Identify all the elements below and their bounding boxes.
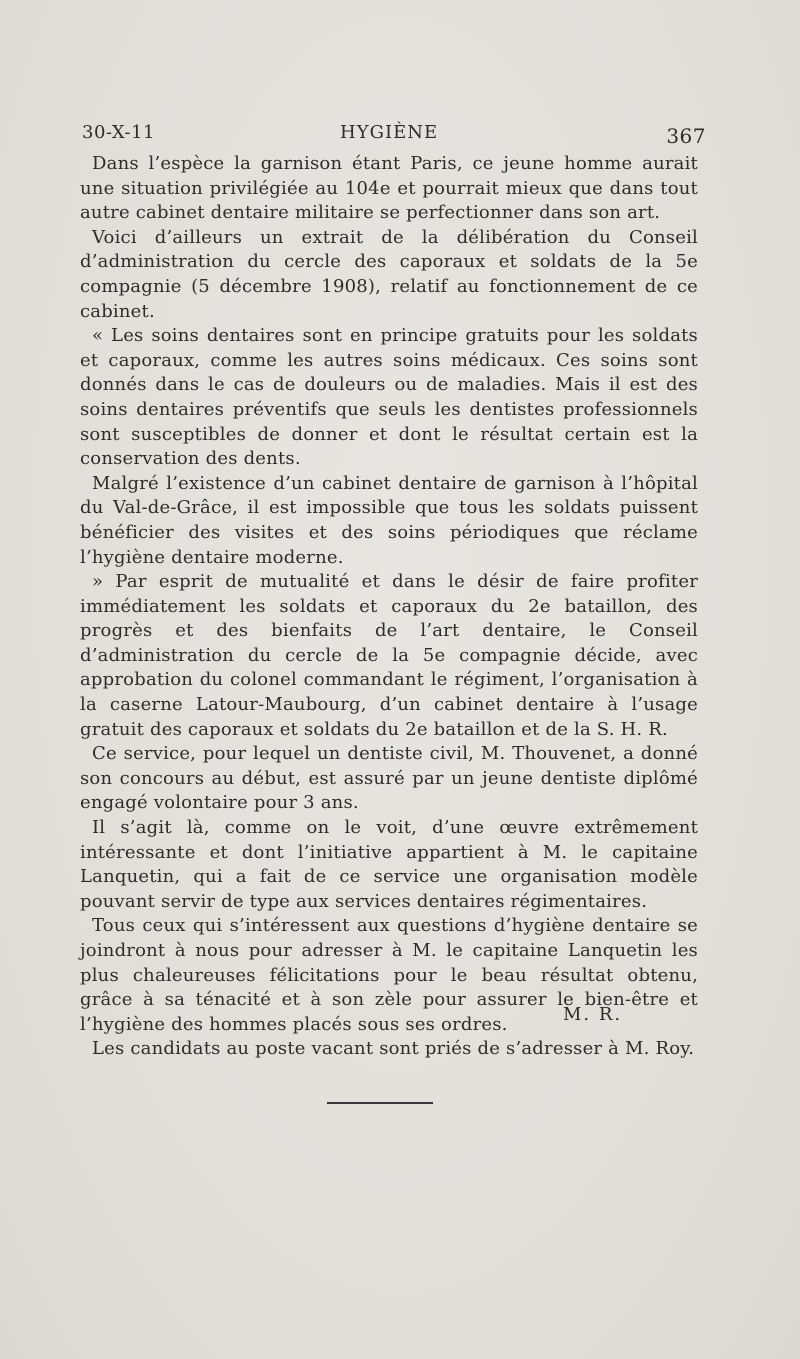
paragraph: Il s’agit là, comme on le voit, d’une œuvre extrêmement intéressante et dont l’initiative appartient à M. le capitaine Lanquetin, qui a fait de ce service une organisation modèle pouvant servir de type aux services dentaires régimentaires. xyxy=(80,817,698,912)
paragraph: Malgré l’existence d’un cabinet dentaire de garnison à l’hôpital du Val-de-Grâce, il est impossible que tous les soldats puissent bénéficier des visites et des soins périodiques que réclame l’hygiène dentaire moderne. xyxy=(80,472,698,568)
page-number: 367 xyxy=(666,124,706,148)
signature: M. R. xyxy=(563,1004,623,1025)
paragraph: Tous ceux qui s’intéressent aux questions d’hygiène dentaire se joindront à nous pour adresser à M. le capitaine Lanquetin les plus chaleureuses félicitations pour le beau résultat obtenu, grâce à sa ténacité et à son zèle pour assurer le bien-être et l’hygiène des hommes placés sous ses ordres. xyxy=(80,915,698,1035)
header-title: HYGIÈNE xyxy=(340,122,439,143)
paragraph: Dans l’espèce la garnison étant Paris, ce jeune homme aurait une situation privilégiée au 104e et pourrait mieux que dans tout autre cabinet dentaire militaire se perfectionner dans son art. xyxy=(80,153,698,224)
paragraph: Voici d’ailleurs un extrait de la délibération du Conseil d’administration du cercle des caporaux et soldats de la 5e compagnie (5 décembre 1908), relatif au fonctionnement de ce cabinet. xyxy=(80,226,698,322)
paragraph: » Par esprit de mutualité et dans le désir de faire profiter immédiatement les soldats et caporaux du 2e bataillon, des progrès et des bienfaits de l’art dentaire, le Conseil d’administration du cercle de la 5e compagnie décide, avec approbation du colonel commandant le régiment, l’organisation à la caserne Latour-Maubourg, d’un cabinet dentaire à l’usage gratuit des caporaux et soldats du 2e bataillon et de la S. H. R. xyxy=(80,571,698,740)
paragraph: Ce service, pour lequel un dentiste civil, M. Thouvenet, a donné son concours au début, est assuré par un jeune dentiste diplômé engagé volontaire pour 3 ans. xyxy=(80,743,698,814)
paragraph: « Les soins dentaires sont en principe gratuits pour les soldats et caporaux, comme les autres soins médicaux. Ces soins sont donnés dans le cas de douleurs ou de maladies. Mais il est des soins dentaires préventifs que seuls les dentistes professionnels sont susceptibles de donner et dont le résultat certain est la conservation des dents. xyxy=(80,325,698,470)
article-body xyxy=(80,152,698,1062)
running-header xyxy=(82,118,706,148)
header-date: 30-X-11 xyxy=(82,122,156,143)
section-divider xyxy=(327,1102,433,1104)
paragraph: Les candidats au poste vacant sont priés de s’adresser à M. Roy. xyxy=(92,1038,695,1060)
